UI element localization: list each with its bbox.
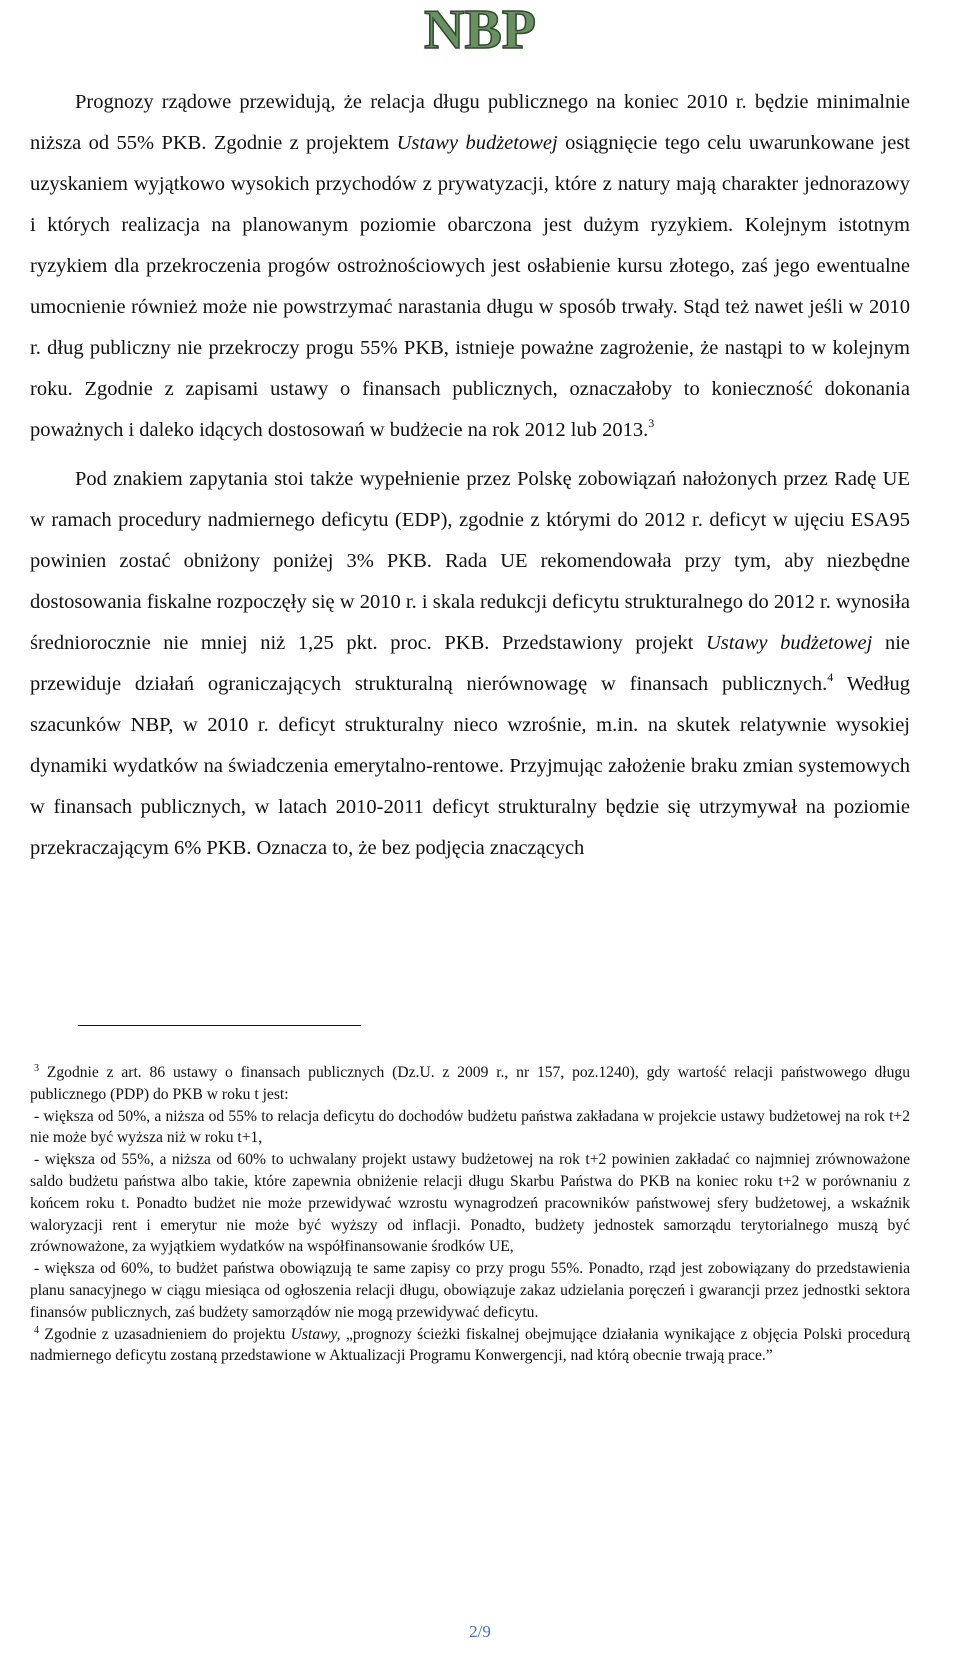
paragraph-2-text-b: nie przewiduje działań ograniczających strukturalną nierównowagę w finansach publicznych. [30, 632, 910, 695]
paragraph-1 [30, 82, 910, 451]
paragraph-2-text-c: Według szacunków NBP, w 2010 r. deficyt strukturalny nieco wzrośnie, m.in. na skutek relatywnie wysokiej dynamiki wydatków na świadczenia emerytalno-rentowe. Przyjmując założenie braku zmian systemowych w finansach publicznych, w latach 2010-2011 deficyt strukturalny będzie się utrzymywał na poziomie przekraczającym 6% PKB. Oznacza to, że bez podjęcia znaczących [30, 673, 910, 859]
paragraph-2-italic: Ustawy budżetowej [706, 632, 873, 654]
footnote-3-item-2: - większa od 55%, a niższa od 60% to uchwalany projekt ustawy budżetowej na rok t+2 powinien zakładać co najmniej zrównoważone saldo budżetu państwa albo takie, które zapewnia obniżenie relacji długu Skarbu Państwa do PKB na koniec roku t+2 w porównaniu z końcem roku t. Ponadto budżet nie może przewidywać wzrostu wynagrodzeń pracowników państwowej sfery budżetowej, a wskaźnik waloryzacji rent i emerytur nie może być wyższy od inflacji. Ponadto, budżety jednostek samorządu terytorialnego muszą być zrównoważone, za wyjątkiem wydatków na współfinansowanie środków UE, [30, 1151, 910, 1256]
page-number: 2/9 [469, 1622, 491, 1641]
footnote-ref-3[interactable]: 3 [648, 416, 655, 430]
paragraph-1-italic: Ustawy budżetowej [396, 132, 558, 154]
footnote-4-text-a: Zgodnie z uzasadnieniem do projektu [39, 1325, 291, 1343]
nbp-logo-text: NBP [424, 2, 536, 56]
footnote-3-item-3: - większa od 60%, to budżet państwa obowiązują te same zapisy co przy progu 55%. Ponadto, rząd jest zobowiązany do przedstawienia planu sanacyjnego w ciągu miesiąca od ogłoszenia relacji długu, obowiązuje zakaz udzielania poręczeń i gwarancji przez jednostki sektora finansów publicznych, zaś budżety samorządów nie mogą przewidywać deficytu. [30, 1260, 910, 1321]
paragraph-1-text-a: Prognozy rządowe przewidują, że relacja długu publicznego na koniec 2010 r. będzie minimalnie niższa od 55% PKB. Zgodnie z projektem [30, 91, 910, 154]
paragraph-2-text-a: Pod znakiem zapytania stoi także wypełnienie przez Polskę zobowiązań nałożonych przez Radę UE w ramach procedury nadmiernego deficytu (EDP), zgodnie z którymi do 2012 r. deficyt w ujęciu ESA95 powinien zostać obniżony poniżej 3% PKB. Rada UE rekomendowała przy tym, aby niezbędne dostosowania fiskalne rozpoczęły się w 2010 r. i skala redukcji deficytu strukturalnego do 2012 r. wynosiła średniorocznie nie mniej niż 1,25 pkt. proc. PKB. Przedstawiony projekt [30, 468, 910, 654]
main-text [30, 82, 910, 869]
nbp-logo-mark [410, 2, 550, 56]
paragraph-1-text-b: osiągnięcie tego celu uwarunkowane jest uzyskaniem wyjątkowo wysokich przychodów z prywatyzacji, które z natury mają charakter jednorazowy i których realizacja na planowanym poziomie obarczona jest dużym ryzykiem. Kolejnym istotnym ryzykiem dla przekroczenia progów ostrożnościowych jest osłabienie kursu złotego, zaś jego ewentualne umocnienie również może nie powstrzymać narastania długu w sposób trwały. Stąd też nawet jeśli w 2010 r. dług publiczny nie przekroczy progu 55% PKB, istnieje poważne zagrożenie, że nastąpi to w kolejnym roku. Zgodnie z zapisami ustawy o finansach publicznych, oznaczałoby to konieczność dokonania poważnych i daleko idących dostosowań w budżecie na rok 2012 lub 2013. [30, 132, 910, 441]
footnote-3-number: 3 [34, 1063, 39, 1074]
footnote-4 [30, 1324, 910, 1368]
footnotes [30, 1062, 910, 1367]
footnote-4-italic: Ustawy, [290, 1325, 341, 1343]
footnote-ref-4[interactable]: 4 [827, 670, 834, 684]
footnote-separator [78, 1025, 361, 1026]
footnote-3-intro [30, 1062, 910, 1106]
footnote-4-number: 4 [34, 1324, 39, 1336]
footnote-3-intro-text: Zgodnie z art. 86 ustawy o finansach publicznych (Dz.U. z 2009 r., nr 157, poz.1240), gdy wartość relacji państwowego długu publicznego (PDP) do PKB w roku t jest: [30, 1064, 910, 1103]
footnote-3-item-1: - większa od 50%, a niższa od 55% to relacja deficytu do dochodów budżetu państwa zakładana w projekcie ustawy budżetowej na rok t+2 nie może być wyższa niż w roku t+1, [30, 1107, 910, 1147]
footnote-4-text-b: „prognozy ścieżki fiskalnej obejmujące działania wynikające z objęcia Polski procedurą nadmiernego deficytu zostaną przedstawione w Aktualizacji Programu Konwergencji, nad którą obecnie trwają prace.” [30, 1325, 911, 1365]
nbp-logo [0, 2, 960, 61]
paragraph-2 [30, 459, 910, 869]
